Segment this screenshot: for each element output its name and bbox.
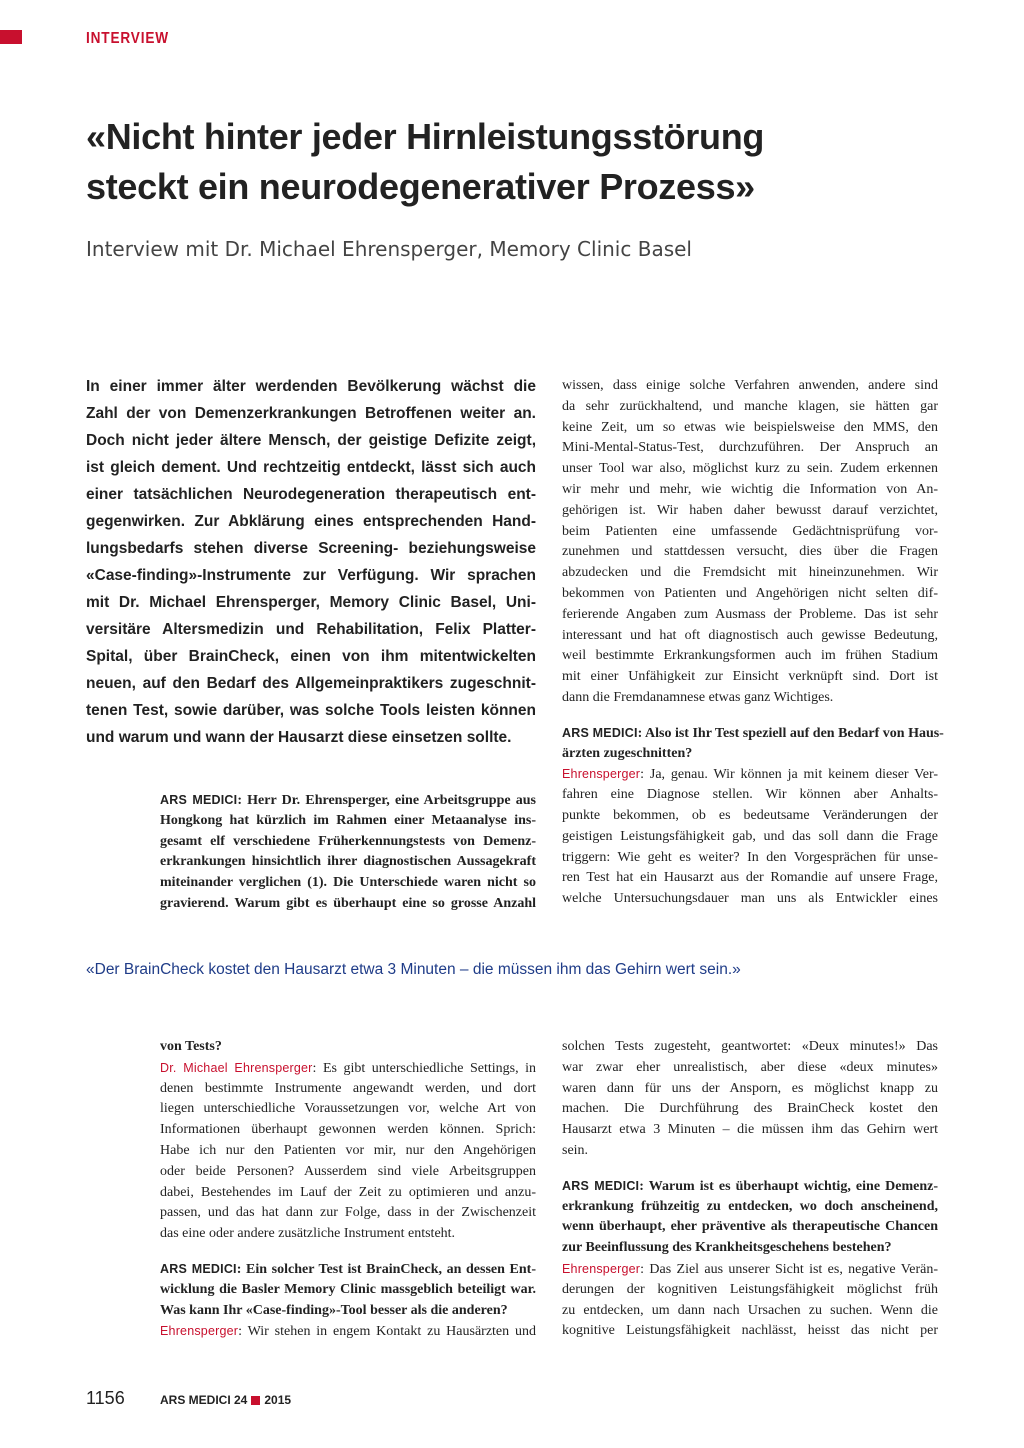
text-line: derungen der kognitiven Leistungsfähigkeit möglichst früh [562, 1281, 938, 1297]
speaker-ehrensperger: Ehrensperger [562, 767, 641, 782]
pull-quote: «Der BrainCheck kostet den Hausarzt etwa 3 Minuten – die müssen ihm das Gehirn wert sein.» [86, 961, 741, 978]
text-line: ren Test hat ein Hausarzt aus der Romandie auf unsere Frage, [562, 870, 938, 886]
lead-line: mit Dr. Michael Ehrensperger, Memory Clinic Basel, Uni- [86, 594, 536, 611]
text-line: beim Patienten eine umfassende Gedächtnisprüfung vor- [562, 523, 938, 539]
text-line: weil bestimmte Erkrankungsformen auch im frühen Stadium [562, 648, 938, 664]
text-line: keine Zeit, um so etwas wie beispielsweise den MMS, den [562, 419, 938, 435]
lead-line: Doch nicht jeder ältere Mensch, der geistige Defizite zeigt, [86, 432, 536, 449]
text-line: gehörigen ist. Wir haben daher bewusst darauf verzichtet, [562, 502, 938, 518]
column-right-upper [562, 376, 944, 910]
answer-line: Ehrensperger: Das Ziel aus unserer Sicht ist es, negative Verän- [562, 1261, 939, 1277]
text-line: interessant und hat oft diagnostisch auch gewisse Bedeutung, [562, 627, 938, 643]
text-line: oder beide Personen? Ausserdem sind viele Arbeitsgruppen [160, 1163, 536, 1179]
text-line: waren dann für uns der Ansporn, es möglichst knapp zu [562, 1080, 938, 1096]
text-line: passen, und das hat dann zur Folge, dass in der Zwischenzeit [160, 1205, 536, 1221]
text-line: ferierende Angaben zum Ausmass der Probleme. Das ist sehr [562, 606, 938, 622]
speaker-ars: ARS MEDICI [562, 1178, 640, 1193]
text-line: zunehmen und stattdessen versucht, dies über die Fragen [562, 544, 938, 560]
question-line: von Tests? [160, 1039, 222, 1054]
lead-line: ist gleich dement. Und rechtzeitig entdeckt, lässt sich auch [86, 459, 536, 476]
text-line: abzudecken und die Fremdsicht mit hineinzunehmen. Wir [562, 565, 938, 581]
text-line: liegen unterschiedliche Voraussetzungen vor, welche Art von [160, 1101, 536, 1117]
text-line: dabei, Bestehendes im Lauf der Zeit zu optimieren und anzu- [160, 1184, 536, 1200]
speaker-ars: ARS MEDICI [562, 725, 638, 740]
article-title [86, 112, 986, 212]
speaker-ars: ARS MEDICI [160, 1261, 237, 1276]
text-line: welche Untersuchungsdauer man uns als Entwickler eines [562, 891, 938, 907]
text-line: geistigen Leistungsfähigkeit gab, und das soll dann die Frage [562, 828, 938, 844]
text-line: sein. [562, 1142, 589, 1158]
section-label: INTERVIEW [86, 30, 169, 47]
journal-year: 2015 [264, 1393, 292, 1407]
column-left-lower [160, 1037, 536, 1342]
lead-line: tenen Test, sowie darüber, was solche Tools leisten können [86, 702, 536, 719]
question-line: ARS MEDICI: Ein solcher Test ist BrainCheck, an dessen Ent- [160, 1261, 536, 1277]
lead-line: und warum und wann der Hausarzt diese einsetzen sollte. [86, 729, 512, 746]
text-line: wissen, dass einige solche Verfahren anwenden, andere sind [562, 378, 938, 393]
text-line: da sehr zurückhaltend, und manche klagen, sie hätten gar [562, 398, 938, 414]
question-line: wenn überhaupt, eher präventive als therapeutische Chancen [562, 1219, 938, 1235]
text-line: das eine oder andere zusätzliche Instrument entsteht. [160, 1226, 456, 1242]
question-line: erkrankung frühzeitig zu entdecken, wo doch anscheinend, [562, 1198, 938, 1214]
question-line: ARS MEDICI: Warum ist es überhaupt wichtig, eine Demenz- [562, 1178, 938, 1194]
text-line: denen bestimmte Instrumente angewandt werden, und dort [160, 1080, 536, 1096]
section-marker [0, 30, 22, 44]
question-line: gravierend. Warum gibt es überhaupt eine so grosse Anzahl [160, 895, 536, 911]
page-number: 1156 [86, 1388, 125, 1408]
title-line: «Nicht hinter jeder Hirnleistungsstörung [86, 116, 765, 157]
question-line: Was kann Ihr «Case-finding»-Tool besser als die anderen? [160, 1302, 508, 1318]
text-line: solchen Tests zugesteht, geantwortet: «Deux minutes!» Das [562, 1039, 938, 1054]
lead-line: einer tatsächlichen Neurodegeneration therapeutisch ent- [86, 486, 536, 503]
answer-line: Dr. Michael Ehrensperger: Es gibt unterschiedliche Settings, in [160, 1060, 537, 1076]
journal-name: ARS MEDICI 24 [160, 1393, 248, 1407]
text-line: war zwar eher unrealistisch, aber diese «deux minutes» [562, 1059, 938, 1075]
text-line: Hausarzt etwa 3 Minuten – die müssen ihm das Gehirn wert [562, 1122, 938, 1138]
text-line: fahren eine Diagnose stellen. Wir können aber Anhalts- [562, 787, 938, 803]
lead-line: In einer immer älter werdenden Bevölkerung wächst die [86, 378, 536, 395]
speaker-ars: ARS MEDICI [160, 793, 238, 807]
lead-line: neuen, auf den Bedarf des Allgemeinpraktikers zugeschnit- [86, 675, 536, 692]
lead-line: Spital, über BrainCheck, einen von ihm mitentwickelten [86, 648, 536, 665]
lead-line: Zahl der von Demenzerkrankungen Betroffenen weiter an. [86, 405, 536, 422]
speaker-ehrensperger: Ehrensperger [562, 1261, 641, 1276]
question-line: ARS MEDICI: Herr Dr. Ehrensperger, eine Arbeitsgruppe aus [160, 793, 536, 808]
lead-paragraph [86, 373, 536, 751]
question-line: gesamt elf verschiedene Früherkennungstests von Demenz- [160, 833, 536, 849]
text-line: bekommen von Patienten und Angehörigen nicht selten dif- [562, 585, 938, 601]
question-line: Hongkong hat kürzlich im Rahmen einer Metaanalyse ins- [160, 812, 536, 828]
article-subtitle: Interview mit Dr. Michael Ehrensperger, Memory Clinic Basel [86, 237, 692, 261]
speaker-dr-ehrensperger: Dr. Michael Ehrensperger [160, 1060, 313, 1075]
title-line: steckt ein neurodegenerativer Prozess» [86, 166, 755, 207]
column-right-lower [562, 1037, 938, 1342]
speaker-ehrensperger: Ehrensperger [160, 1324, 239, 1339]
lead-line: versitäre Altersmedizin und Rehabilitation, Felix Platter- [86, 621, 536, 638]
text-line: dann die Fremdanamnese etwas ganz Wichtiges. [562, 689, 834, 705]
text-line: punkte bekommen, ob es bedeutsame Veränderungen der [562, 807, 938, 823]
text-line: unser Tool war also, möglichst kurz zu sein. Zudem erkennen [562, 461, 938, 477]
question-line: erkrankungen hinsichtlich ihrer diagnostischen Aussagekraft [160, 854, 536, 870]
column-left-upper [160, 790, 536, 915]
question-line: ärzten zugeschnitten? [562, 745, 693, 761]
text-line: mit einer Unfähigkeit zur Einsicht verknüpft sind. Dort ist [562, 669, 938, 685]
answer-line: Ehrensperger: Wir stehen in engem Kontakt zu Hausärzten und [160, 1324, 536, 1340]
question-line: miteinander verglichen (1). Die Unterschiede waren nicht so [160, 875, 536, 891]
question-line: zur Beeinflussung des Krankheitsgeschehens bestehen? [562, 1240, 892, 1256]
text-line: Mini-Mental-Status-Test, durchzuführen. Der Anspruch an [562, 440, 938, 456]
text-line: wir mehr und mehr, wie wichtig die Information von An- [562, 481, 938, 497]
question-line: ARS MEDICI: Also ist Ihr Test speziell auf den Bedarf von Haus- [562, 725, 944, 741]
question-line: wicklung die Basler Memory Clinic massgeblich beteiligt war. [160, 1281, 536, 1297]
lead-line: lungsbedarfs stehen diverse Screening- beziehungsweise [86, 540, 536, 557]
text-line: Habe ich nur den Patienten vor mir, nur den Angehörigen [160, 1142, 536, 1158]
text-line: kognitive Leistungsfähigkeit nachlässt, heisst das nicht per [562, 1323, 938, 1339]
footer-square-icon [251, 1396, 260, 1405]
text-line: Informationen überhaupt gewonnen werden können. Sprich: [160, 1122, 536, 1138]
text-line: zu entdecken, um dann nach Ursachen zu suchen. Wenn die [562, 1302, 938, 1318]
text-line: triggern: Wie geht es weiter? In den Vorgesprächen für unse- [562, 849, 938, 865]
answer-line: Ehrensperger: Ja, genau. Wir können ja mit keinem dieser Ver- [562, 767, 938, 783]
lead-line: gegenwirken. Zur Abklärung eines entsprechenden Hand- [86, 513, 536, 530]
footer-journal [160, 1393, 291, 1407]
lead-line: «Case-finding»-Instrumente zur Verfügung. Wir sprachen [86, 567, 536, 584]
text-line: machen. Die Durchführung des BrainCheck kostet den [562, 1101, 938, 1117]
